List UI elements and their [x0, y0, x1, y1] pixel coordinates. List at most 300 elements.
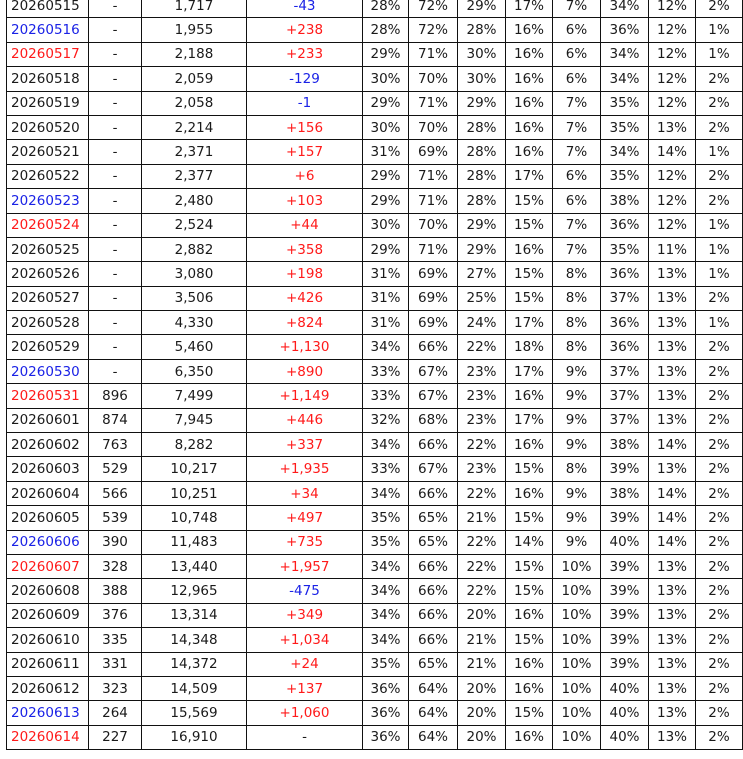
cell-pct-6: 38% [601, 481, 649, 505]
cell-total: 10,251 [142, 481, 247, 505]
table-row [7, 359, 743, 383]
cell-pct-8: 2% [696, 701, 743, 725]
table-row [7, 140, 743, 164]
cell-pct-5: 10% [553, 603, 601, 627]
table-row [7, 408, 743, 432]
table-row [7, 164, 743, 188]
cell-col-2: 328 [89, 554, 142, 578]
cell-col-2: 331 [89, 652, 142, 676]
cell-date: 20260529 [7, 335, 89, 359]
cell-total: 2,188 [142, 42, 247, 66]
cell-change: +426 [247, 286, 363, 310]
cell-total: 8,282 [142, 433, 247, 457]
cell-pct-5: 7% [553, 213, 601, 237]
cell-date: 20260614 [7, 725, 89, 749]
cell-change: +890 [247, 359, 363, 383]
cell-change: +735 [247, 530, 363, 554]
cell-change: -475 [247, 579, 363, 603]
cell-pct-7: 13% [649, 286, 696, 310]
cell-pct-4: 17% [506, 311, 553, 335]
cell-pct-3: 28% [458, 164, 506, 188]
cell-total: 2,371 [142, 140, 247, 164]
cell-pct-1: 29% [363, 237, 409, 261]
cell-pct-1: 34% [363, 554, 409, 578]
cell-pct-6: 39% [601, 554, 649, 578]
table-row [7, 554, 743, 578]
cell-pct-7: 12% [649, 42, 696, 66]
cell-pct-6: 36% [601, 335, 649, 359]
cell-pct-2: 71% [409, 164, 458, 188]
cell-change: -129 [247, 67, 363, 91]
cell-date: 20260518 [7, 67, 89, 91]
cell-pct-8: 2% [696, 554, 743, 578]
cell-date: 20260527 [7, 286, 89, 310]
cell-pct-5: 8% [553, 335, 601, 359]
cell-pct-3: 23% [458, 384, 506, 408]
cell-pct-6: 34% [601, 0, 649, 18]
cell-pct-6: 37% [601, 286, 649, 310]
cell-pct-3: 30% [458, 67, 506, 91]
cell-change: +824 [247, 311, 363, 335]
cell-pct-4: 16% [506, 433, 553, 457]
cell-pct-8: 1% [696, 262, 743, 286]
cell-pct-5: 7% [553, 91, 601, 115]
cell-pct-6: 40% [601, 725, 649, 749]
table-row [7, 237, 743, 261]
table-row [7, 628, 743, 652]
cell-total: 2,214 [142, 115, 247, 139]
cell-date: 20260604 [7, 481, 89, 505]
cell-date: 20260613 [7, 701, 89, 725]
cell-pct-5: 6% [553, 42, 601, 66]
cell-pct-5: 6% [553, 18, 601, 42]
cell-pct-8: 2% [696, 286, 743, 310]
cell-col-2: 896 [89, 384, 142, 408]
cell-total: 14,348 [142, 628, 247, 652]
cell-pct-4: 15% [506, 189, 553, 213]
cell-pct-7: 13% [649, 603, 696, 627]
table-row [7, 433, 743, 457]
cell-pct-3: 21% [458, 628, 506, 652]
cell-pct-6: 39% [601, 652, 649, 676]
table-row [7, 115, 743, 139]
cell-pct-7: 14% [649, 140, 696, 164]
cell-change: +1,957 [247, 554, 363, 578]
table-row [7, 213, 743, 237]
cell-pct-4: 18% [506, 335, 553, 359]
cell-pct-2: 65% [409, 506, 458, 530]
table-row [7, 311, 743, 335]
cell-pct-5: 8% [553, 262, 601, 286]
cell-pct-1: 33% [363, 384, 409, 408]
cell-pct-8: 2% [696, 725, 743, 749]
cell-pct-4: 15% [506, 701, 553, 725]
cell-change: +349 [247, 603, 363, 627]
cell-pct-3: 23% [458, 359, 506, 383]
cell-change: +198 [247, 262, 363, 286]
table-row [7, 189, 743, 213]
cell-pct-4: 16% [506, 725, 553, 749]
cell-pct-6: 38% [601, 189, 649, 213]
cell-pct-3: 30% [458, 42, 506, 66]
cell-pct-6: 40% [601, 701, 649, 725]
cell-pct-2: 66% [409, 603, 458, 627]
cell-pct-4: 15% [506, 554, 553, 578]
cell-pct-8: 1% [696, 237, 743, 261]
cell-pct-3: 23% [458, 408, 506, 432]
cell-pct-2: 71% [409, 189, 458, 213]
cell-pct-8: 1% [696, 140, 743, 164]
cell-pct-7: 12% [649, 18, 696, 42]
cell-pct-6: 40% [601, 530, 649, 554]
cell-pct-6: 36% [601, 18, 649, 42]
cell-pct-1: 34% [363, 579, 409, 603]
cell-pct-2: 66% [409, 579, 458, 603]
cell-pct-8: 2% [696, 652, 743, 676]
cell-pct-7: 12% [649, 189, 696, 213]
cell-pct-2: 68% [409, 408, 458, 432]
table-row [7, 481, 743, 505]
cell-change: -1 [247, 91, 363, 115]
cell-pct-3: 20% [458, 725, 506, 749]
cell-pct-1: 36% [363, 701, 409, 725]
cell-pct-8: 2% [696, 408, 743, 432]
cell-col-2: - [89, 164, 142, 188]
cell-pct-5: 8% [553, 457, 601, 481]
cell-pct-8: 2% [696, 457, 743, 481]
cell-pct-5: 8% [553, 311, 601, 335]
cell-pct-2: 65% [409, 530, 458, 554]
cell-pct-4: 16% [506, 42, 553, 66]
cell-date: 20260521 [7, 140, 89, 164]
cell-date: 20260609 [7, 603, 89, 627]
cell-pct-4: 16% [506, 91, 553, 115]
cell-pct-1: 33% [363, 359, 409, 383]
cell-date: 20260607 [7, 554, 89, 578]
cell-pct-5: 9% [553, 506, 601, 530]
cell-total: 1,717 [142, 0, 247, 18]
cell-pct-2: 66% [409, 335, 458, 359]
cell-col-2: 376 [89, 603, 142, 627]
cell-pct-7: 13% [649, 457, 696, 481]
cell-total: 7,945 [142, 408, 247, 432]
cell-date: 20260515 [7, 0, 89, 18]
cell-pct-2: 66% [409, 433, 458, 457]
cell-pct-5: 10% [553, 579, 601, 603]
cell-col-2: - [89, 18, 142, 42]
cell-pct-2: 67% [409, 384, 458, 408]
cell-change: +1,130 [247, 335, 363, 359]
cell-col-2: 763 [89, 433, 142, 457]
cell-col-2: 539 [89, 506, 142, 530]
cell-col-2: - [89, 237, 142, 261]
cell-pct-8: 2% [696, 359, 743, 383]
table-row [7, 91, 743, 115]
cell-pct-2: 70% [409, 213, 458, 237]
cell-pct-1: 35% [363, 506, 409, 530]
cell-pct-8: 2% [696, 164, 743, 188]
cell-pct-4: 14% [506, 530, 553, 554]
cell-col-2: - [89, 0, 142, 18]
cell-pct-7: 13% [649, 652, 696, 676]
cell-date: 20260524 [7, 213, 89, 237]
cell-pct-7: 13% [649, 725, 696, 749]
cell-pct-1: 29% [363, 189, 409, 213]
cell-pct-3: 29% [458, 237, 506, 261]
cell-pct-7: 13% [649, 676, 696, 700]
cell-pct-5: 10% [553, 628, 601, 652]
cell-pct-6: 35% [601, 237, 649, 261]
cell-pct-7: 13% [649, 311, 696, 335]
cell-pct-5: 9% [553, 384, 601, 408]
cell-date: 20260519 [7, 91, 89, 115]
table-body [7, 0, 743, 750]
cell-pct-6: 36% [601, 213, 649, 237]
cell-pct-6: 34% [601, 67, 649, 91]
cell-total: 10,217 [142, 457, 247, 481]
cell-date: 20260526 [7, 262, 89, 286]
cell-total: 4,330 [142, 311, 247, 335]
cell-pct-4: 17% [506, 0, 553, 18]
cell-pct-2: 69% [409, 262, 458, 286]
cell-change: +1,034 [247, 628, 363, 652]
cell-total: 2,480 [142, 189, 247, 213]
cell-pct-3: 22% [458, 335, 506, 359]
cell-pct-6: 35% [601, 164, 649, 188]
cell-pct-6: 39% [601, 457, 649, 481]
cell-change: +24 [247, 652, 363, 676]
cell-pct-1: 28% [363, 18, 409, 42]
cell-pct-2: 71% [409, 237, 458, 261]
cell-pct-5: 9% [553, 408, 601, 432]
cell-pct-1: 31% [363, 286, 409, 310]
cell-pct-2: 67% [409, 457, 458, 481]
cell-pct-4: 15% [506, 286, 553, 310]
table-row [7, 262, 743, 286]
cell-pct-1: 30% [363, 67, 409, 91]
cell-pct-4: 17% [506, 408, 553, 432]
cell-pct-2: 69% [409, 140, 458, 164]
cell-pct-2: 64% [409, 725, 458, 749]
cell-pct-1: 28% [363, 0, 409, 18]
cell-date: 20260531 [7, 384, 89, 408]
cell-pct-1: 29% [363, 164, 409, 188]
cell-change: +137 [247, 676, 363, 700]
table-row [7, 42, 743, 66]
cell-pct-5: 6% [553, 67, 601, 91]
cell-pct-6: 39% [601, 506, 649, 530]
cell-pct-7: 14% [649, 530, 696, 554]
cell-pct-1: 34% [363, 603, 409, 627]
cell-pct-3: 20% [458, 676, 506, 700]
cell-pct-3: 29% [458, 213, 506, 237]
cell-pct-5: 7% [553, 0, 601, 18]
cell-pct-7: 13% [649, 262, 696, 286]
cell-pct-2: 71% [409, 42, 458, 66]
cell-pct-5: 10% [553, 652, 601, 676]
cell-pct-2: 69% [409, 311, 458, 335]
cell-pct-7: 14% [649, 481, 696, 505]
cell-pct-2: 69% [409, 286, 458, 310]
cell-pct-1: 34% [363, 481, 409, 505]
cell-pct-4: 16% [506, 18, 553, 42]
cell-total: 2,377 [142, 164, 247, 188]
cell-change: +1,149 [247, 384, 363, 408]
cell-pct-6: 38% [601, 433, 649, 457]
cell-date: 20260608 [7, 579, 89, 603]
cell-pct-5: 9% [553, 359, 601, 383]
cell-pct-7: 12% [649, 164, 696, 188]
table-row [7, 579, 743, 603]
cell-pct-3: 20% [458, 603, 506, 627]
cell-change: +233 [247, 42, 363, 66]
cell-pct-4: 16% [506, 237, 553, 261]
cell-change: +337 [247, 433, 363, 457]
cell-pct-8: 1% [696, 213, 743, 237]
cell-pct-8: 2% [696, 433, 743, 457]
cell-date: 20260516 [7, 18, 89, 42]
cell-pct-2: 66% [409, 554, 458, 578]
cell-pct-1: 29% [363, 42, 409, 66]
cell-change: +446 [247, 408, 363, 432]
cell-pct-7: 11% [649, 237, 696, 261]
cell-col-2: 335 [89, 628, 142, 652]
cell-pct-4: 15% [506, 506, 553, 530]
cell-pct-7: 13% [649, 554, 696, 578]
cell-pct-4: 16% [506, 652, 553, 676]
cell-pct-5: 7% [553, 237, 601, 261]
cell-pct-4: 16% [506, 115, 553, 139]
cell-pct-4: 15% [506, 579, 553, 603]
cell-pct-5: 10% [553, 554, 601, 578]
cell-pct-7: 13% [649, 115, 696, 139]
cell-pct-8: 2% [696, 530, 743, 554]
cell-date: 20260530 [7, 359, 89, 383]
cell-pct-8: 2% [696, 384, 743, 408]
cell-total: 13,314 [142, 603, 247, 627]
cell-col-2: 323 [89, 676, 142, 700]
table-row [7, 530, 743, 554]
cell-pct-3: 22% [458, 481, 506, 505]
cell-pct-1: 31% [363, 140, 409, 164]
cell-pct-4: 16% [506, 676, 553, 700]
cell-pct-5: 10% [553, 676, 601, 700]
cell-pct-2: 71% [409, 91, 458, 115]
cell-col-2: 529 [89, 457, 142, 481]
cell-pct-1: 36% [363, 725, 409, 749]
cell-col-2: 227 [89, 725, 142, 749]
cell-date: 20260523 [7, 189, 89, 213]
cell-date: 20260522 [7, 164, 89, 188]
cell-pct-8: 2% [696, 91, 743, 115]
cell-col-2: - [89, 189, 142, 213]
cell-pct-5: 7% [553, 140, 601, 164]
cell-change: -43 [247, 0, 363, 18]
cell-total: 16,910 [142, 725, 247, 749]
table-row [7, 384, 743, 408]
cell-col-2: - [89, 286, 142, 310]
cell-change: +157 [247, 140, 363, 164]
cell-pct-2: 67% [409, 359, 458, 383]
cell-pct-1: 34% [363, 335, 409, 359]
cell-pct-6: 39% [601, 603, 649, 627]
table-row [7, 506, 743, 530]
cell-pct-3: 22% [458, 554, 506, 578]
cell-pct-4: 16% [506, 481, 553, 505]
cell-pct-7: 12% [649, 213, 696, 237]
cell-pct-3: 29% [458, 0, 506, 18]
cell-pct-6: 37% [601, 384, 649, 408]
cell-col-2: - [89, 262, 142, 286]
cell-date: 20260520 [7, 115, 89, 139]
cell-pct-1: 30% [363, 115, 409, 139]
cell-change: - [247, 725, 363, 749]
cell-total: 2,058 [142, 91, 247, 115]
cell-pct-3: 28% [458, 115, 506, 139]
daily-stats-table [6, 0, 743, 750]
cell-pct-2: 64% [409, 676, 458, 700]
cell-total: 12,965 [142, 579, 247, 603]
cell-change: +156 [247, 115, 363, 139]
cell-pct-4: 17% [506, 164, 553, 188]
cell-col-2: - [89, 115, 142, 139]
cell-pct-3: 21% [458, 506, 506, 530]
table-row [7, 652, 743, 676]
cell-pct-4: 16% [506, 140, 553, 164]
cell-pct-2: 66% [409, 628, 458, 652]
cell-col-2: - [89, 359, 142, 383]
cell-pct-2: 70% [409, 115, 458, 139]
table-row [7, 286, 743, 310]
cell-pct-4: 15% [506, 213, 553, 237]
cell-date: 20260525 [7, 237, 89, 261]
cell-col-2: - [89, 140, 142, 164]
cell-col-2: - [89, 67, 142, 91]
cell-date: 20260610 [7, 628, 89, 652]
cell-pct-3: 28% [458, 189, 506, 213]
cell-pct-6: 40% [601, 676, 649, 700]
cell-pct-5: 6% [553, 164, 601, 188]
cell-col-2: 388 [89, 579, 142, 603]
cell-pct-8: 1% [696, 42, 743, 66]
cell-total: 14,372 [142, 652, 247, 676]
cell-pct-3: 21% [458, 652, 506, 676]
cell-total: 3,080 [142, 262, 247, 286]
cell-total: 3,506 [142, 286, 247, 310]
cell-date: 20260605 [7, 506, 89, 530]
cell-pct-8: 2% [696, 676, 743, 700]
cell-pct-6: 39% [601, 579, 649, 603]
cell-pct-2: 65% [409, 652, 458, 676]
cell-pct-8: 2% [696, 506, 743, 530]
cell-total: 15,569 [142, 701, 247, 725]
cell-pct-1: 35% [363, 530, 409, 554]
cell-pct-8: 2% [696, 335, 743, 359]
cell-pct-6: 37% [601, 408, 649, 432]
cell-pct-1: 34% [363, 628, 409, 652]
cell-pct-5: 7% [553, 115, 601, 139]
cell-pct-5: 10% [553, 701, 601, 725]
cell-pct-4: 16% [506, 67, 553, 91]
table-row [7, 725, 743, 749]
table-row [7, 457, 743, 481]
cell-pct-8: 1% [696, 311, 743, 335]
cell-pct-7: 12% [649, 67, 696, 91]
cell-pct-4: 15% [506, 457, 553, 481]
cell-pct-1: 33% [363, 457, 409, 481]
table-row [7, 0, 743, 18]
cell-change: +44 [247, 213, 363, 237]
